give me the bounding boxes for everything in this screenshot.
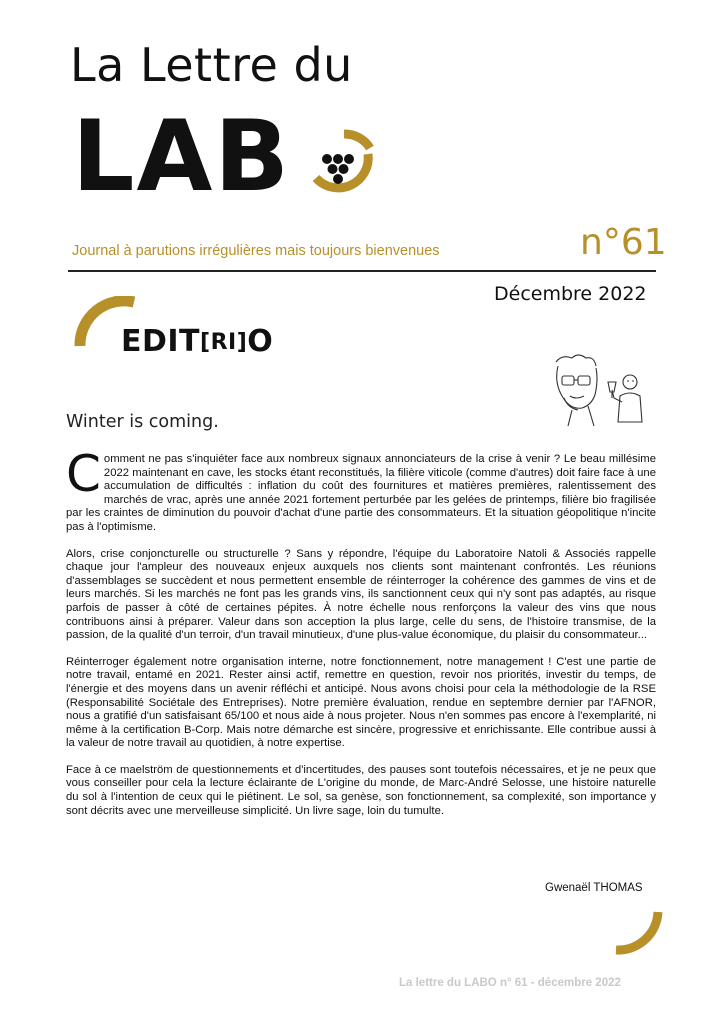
drop-cap: C xyxy=(66,445,101,503)
newsletter-title: La Lettre du xyxy=(70,38,353,92)
caricature-drawing-icon xyxy=(548,352,648,430)
paragraph-text: omment ne pas s'inquiéter face aux nombreux signaux annonciateurs de la crise à venir ? Le beau millésime 2022 maintenant en cave, les stocks étant reconstitués, la filière viticole (comme d'autres) doit faire face à une accumulation de difficultés : inflation du coût des fournitures et matières premières, ralentissement des marchés de vrac, après une année 2021 fortement perturbée par les gelées de printemps, filière bio fragilisée par les craintes de diminution du pouvoir d'achat d'une partie des consommateurs. Et la situation géopolitique n'incite pas à l'optimisme. xyxy=(66,453,656,533)
editorial-heading xyxy=(121,324,273,359)
newsletter-title-lab: LAB xyxy=(72,100,291,214)
author-signature: Gwenaël THOMAS xyxy=(545,882,643,894)
editorial-heading-suffix: O xyxy=(247,324,274,359)
paragraph: Alors, crise conjoncturelle ou structurelle ? Sans y répondre, l'équipe du Laboratoire Natoli & Associés rappelle chaque jour l'ampleur des nouveaux enjeux auxquels nos clients sont maintenant confrontés. Les réunions d'assemblages se succèdent et nous permettent ensemble de réinterroger la cohérence des gammes de vins et de leurs marchés. Si les marchés ne font pas les grands vins, ils sanctionnent ceux qui n'y sont pas adaptés, au risque parfois de passer à côté de certaines pépites. À notre échelle nous renforçons la valeur des vins que nous contribuons ainsi à préparer. Valeur dans son acception la plus large, celle du sens, de l'histoire transmise, de la passion, de la qualité d'un terroir, d'un travail minutieux, d'une plus-value économique, du plaisir du consommateur... xyxy=(66,547,656,642)
editorial-heading-prefix: EDIT xyxy=(121,324,201,359)
editorial-subtitle: Winter is coming. xyxy=(66,412,219,432)
grape-cluster-icon xyxy=(306,126,378,198)
tagline: Journal à parutions irrégulières mais toujours bienvenues xyxy=(72,243,440,259)
issue-number: n°61 xyxy=(580,222,667,263)
editorial-body xyxy=(66,445,656,831)
page-footer: La lettre du LABO n° 61 - décembre 2022 xyxy=(399,977,621,989)
paragraph: Face à ce maelström de questionnements et d'incertitudes, des pauses sont toutefois nécessaires, et je ne peux que vous conseiller pour cela la lecture éclairante de L'origine du monde, de Marc-André Selosse, une histoire naturelle du sol à l'intention de ceux qui le piétinent. Le sol, sa genèse, son fonctionnement, sa complexité, son importance y sont décrits avec une merveilleuse simplicité. Un livre sage, loin du tumulte. xyxy=(66,763,656,817)
issue-date: Décembre 2022 xyxy=(494,283,647,305)
editorial-heading-bracket-open: [ xyxy=(200,330,211,355)
paragraph: Réinterroger également notre organisation interne, notre fonctionnement, notre management ! C'est une partie de notre travail, entamé en 2021. Rester ainsi actif, remettre en question, revoir nos priorités, investir du temps, de l'énergie et des moyens dans un avenir réfléchi et anticipé. Nous avons choisi pour cela la méthodologie de la RSE (Responsabilité Sociétale des Entreprises). Notre première évaluation, rendue en septembre dernier par l'AFNOR, nous a gratifié d'un satisfaisant 65/100 et nous aide à nous projeter. Nous n'en sommes pas encore à l'exemplarité, ni même à la certification B-Corp. Mais notre démarche est sincère, progressive et enrichissante. Elle contribue aussi à la valeur de notre travail au quotidien, à notre expertise. xyxy=(66,655,656,750)
editorial-heading-middle: RI xyxy=(210,330,237,355)
corner-arc-icon xyxy=(614,910,664,956)
paragraph xyxy=(66,445,656,535)
header-divider xyxy=(68,270,656,272)
editorial-heading-bracket-close: ] xyxy=(236,330,248,355)
